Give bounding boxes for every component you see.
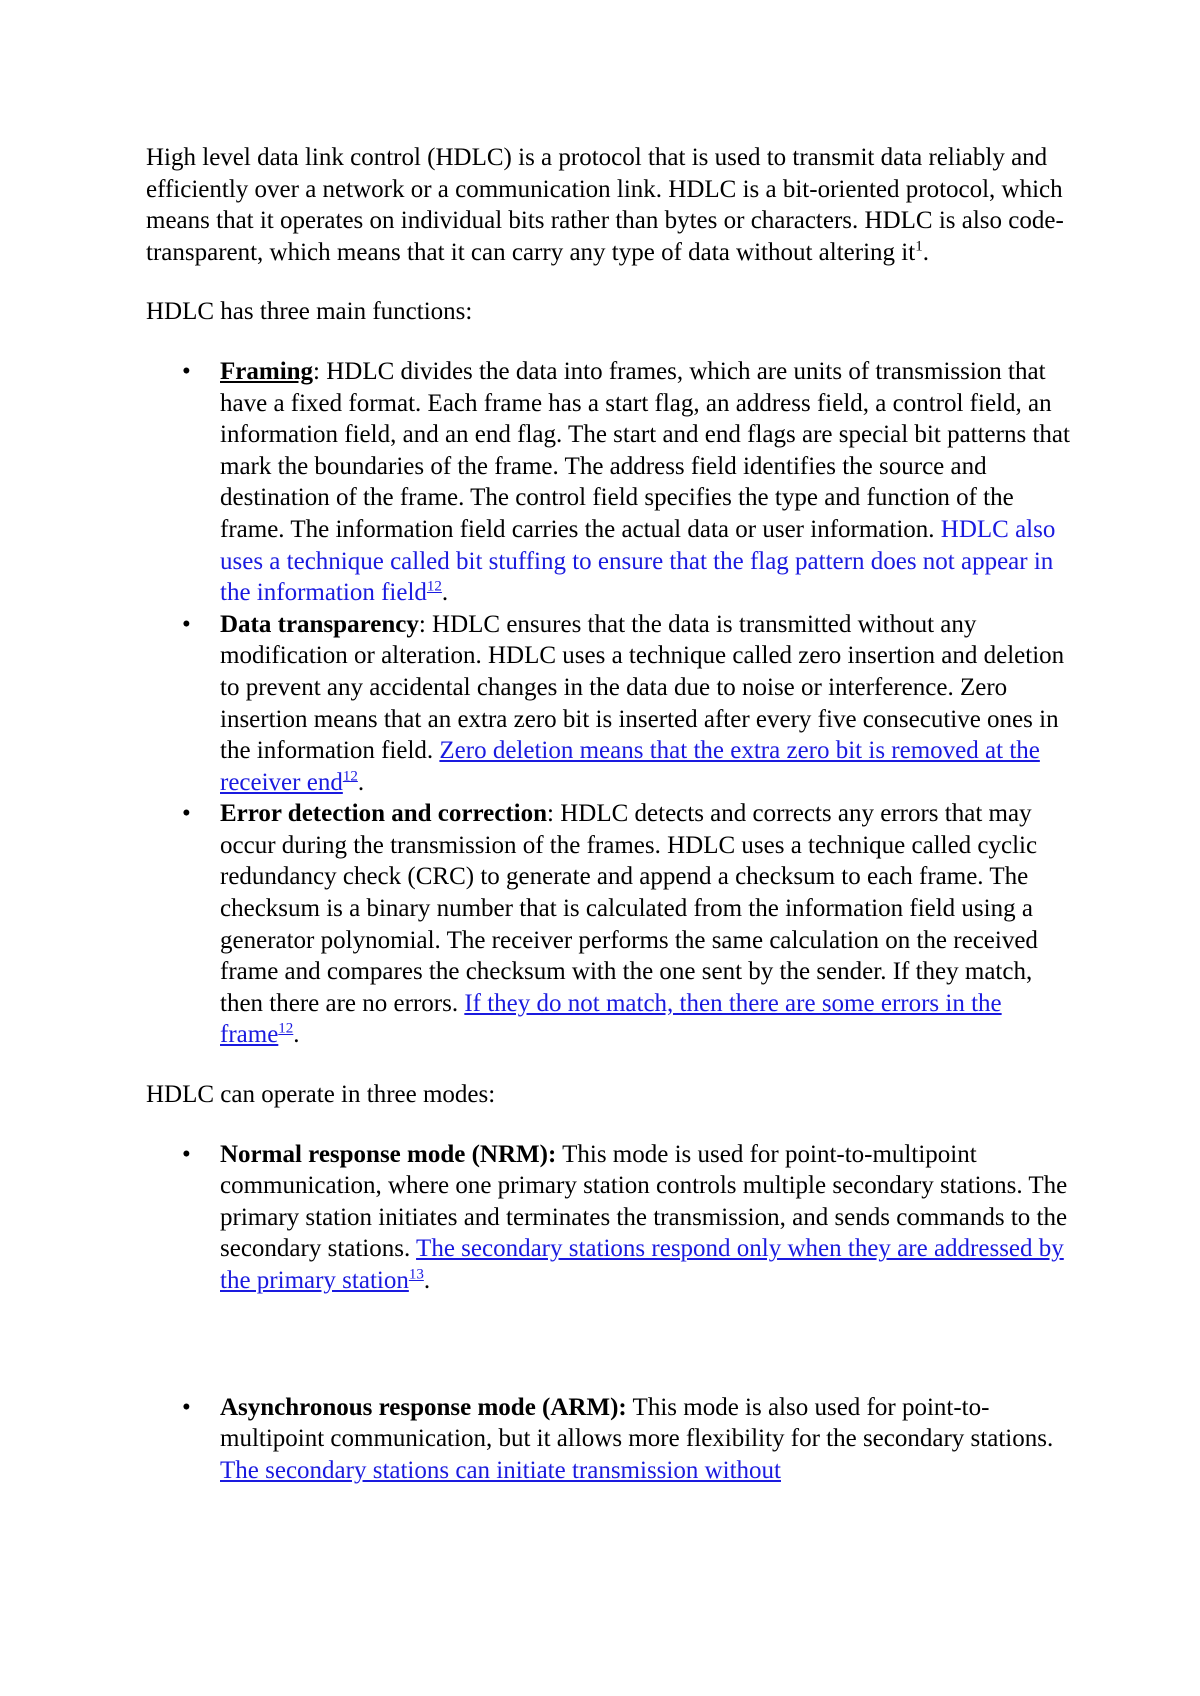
footnote-ref-link[interactable]: 12 [426,578,442,595]
citation-link[interactable]: If they do not match, then there are some errors in the frame [220,989,1002,1049]
footnote-ref-link[interactable]: 13 [408,1266,424,1283]
bullet-icon: • [182,1393,191,1421]
intro-paragraph: High level data link control (HDLC) is a protocol that is used to transmit data reliably and efficiently over a network or a communication link. HDLC is a bit-oriented protocol, which means that it operates on individual bits rather than bytes or characters. HDLC is also code-transparent, which means that it can carry any type of data without altering $it^1$. [146,144,1064,266]
bullet-icon: • [182,800,191,828]
footnote-ref: 1 [915,238,923,255]
list-item: • Error detection and correction: HDLC detects and corrects any errors that may occur during the transmission of the frames. HDLC uses a technique called cyclic redundancy check (CRC) to generate and append a checksum to each frame. The checksum is a binary number that is calculated from the information field using a generator polynomial. The receiver performs the same calculation on the received frame and compares the checksum with the one sent by the sender. If they match, then there are no errors. If they do not match, then there are some errors in the frame$^{12}$. [182,800,1038,1049]
list-item: • Framing: HDLC divides the data into frames, which are units of transmission that have a fixed format. Each frame has a start flag, an address field, a control field, an information field, and an end flag. The start and end flags are special bit patterns that mark the boundaries of the frame. The address field identifies the source and destination of the frame. The control field specifies the type and function of the frame. The information field carries the actual data or user information. HDLC also uses a technique called bit stuffing to ensure that the flag pattern does not appear in the information field$^{12}$. [182,357,1070,607]
function-term: Framing [220,357,314,385]
mode-text: This mode is also used for point-to-multipoint communication, but it allows more flexibility for the secondary stations. [220,1393,1054,1453]
document-page [146,142,1071,1486]
mode-text: This mode is used for point-to-multipoint communication, where one primary station controls multiple secondary stations. The primary station initiates and terminates the transmission, and sends commands to the secondary stations. [220,1140,1068,1263]
citation-link[interactable]: Zero deletion means that the extra zero bit is removed at the receiver end [220,737,1040,796]
function-term: Data transparency [220,610,419,638]
modes-heading: HDLC can operate in three modes: [146,1081,496,1109]
list-item [146,1392,1071,1487]
function-text: HDLC divides the data into frames, which are units of transmission that have a fixed format. Each frame has a start flag, an address field, a control field, an information field, and an end flag. The start and end flags are special bit patterns that mark the boundaries of the frame. The address field identifies the source and destination of the frame. The control field specifies the type and function of the frame. The information field carries the actual data or user information. [220,357,1070,543]
citation-link[interactable]: The secondary stations respond only when they are addressed by the primary station [220,1235,1064,1294]
modes-list [146,1139,1071,1487]
mode-term: Asynchronous response mode [220,1393,536,1421]
footnote-ref-link[interactable]: 12 [278,1021,294,1038]
blank-space [146,1297,1071,1392]
bullet-icon: • [182,357,191,385]
functions-list [146,356,1071,1051]
bullet-icon: • [182,610,191,638]
mode-term: Normal response mode [220,1140,466,1168]
intro-text: High level data link control (HDLC) is a protocol that is used to transmit data reliably and efficiently over a network or a communication link. HDLC is a bit-oriented protocol, which means that it operates on individual bits rather than bytes or characters. HDLC is also code-transparent, which means that it can carry any type of data without altering it [146,144,1064,266]
function-term: Error detection and correction [220,800,548,828]
citation-link[interactable]: The secondary stations can initiate transmission without [220,1456,781,1484]
list-item: • Normal response mode (NRM): This mode is used for point-to-multipoint communication, where one primary station controls multiple secondary stations. The primary station initiates and terminates the transmission, and sends commands to the secondary stations. The secondary stations respond only when they are addressed by the primary station$^{13}$. [182,1140,1068,1294]
function-text: HDLC ensures that the data is transmitted without any modification or alteration. HDLC uses a technique called zero insertion and deletion to prevent any accidental changes in the data due to noise or interference. Zero insertion means that an extra zero bit is inserted after every five consecutive ones in the information field. [220,610,1065,765]
citation-link[interactable]: HDLC also uses a technique called bit stuffing to ensure that the flag pattern does not appear in the information field [220,515,1056,607]
mode-abbr: (ARM): [542,1393,627,1421]
bullet-icon: • [182,1140,191,1168]
footnote-ref-link[interactable]: 12 [342,768,358,785]
list-item: • Data transparency: HDLC ensures that the data is transmitted without any modification or alteration. HDLC uses a technique called zero insertion and deletion to prevent any accidental changes in the data due to noise or interference. Zero insertion means that an extra zero bit is inserted after every five consecutive ones in the information field. Zero deletion means that the extra zero bit is removed at the receiver end$^{12}$. [182,610,1065,796]
function-text: HDLC detects and corrects any errors that may occur during the transmission of the frames. HDLC uses a technique called cyclic redundancy check (CRC) to generate and append a checksum to each frame. The checksum is a binary number that is calculated from the information field using a generator polynomial. The receiver performs the same calculation on the received frame and compares the checksum with the one sent by the sender. If they match, then there are no errors. [220,800,1038,1017]
functions-heading: HDLC has three main functions: [146,298,473,326]
mode-abbr: (NRM): [471,1140,557,1168]
